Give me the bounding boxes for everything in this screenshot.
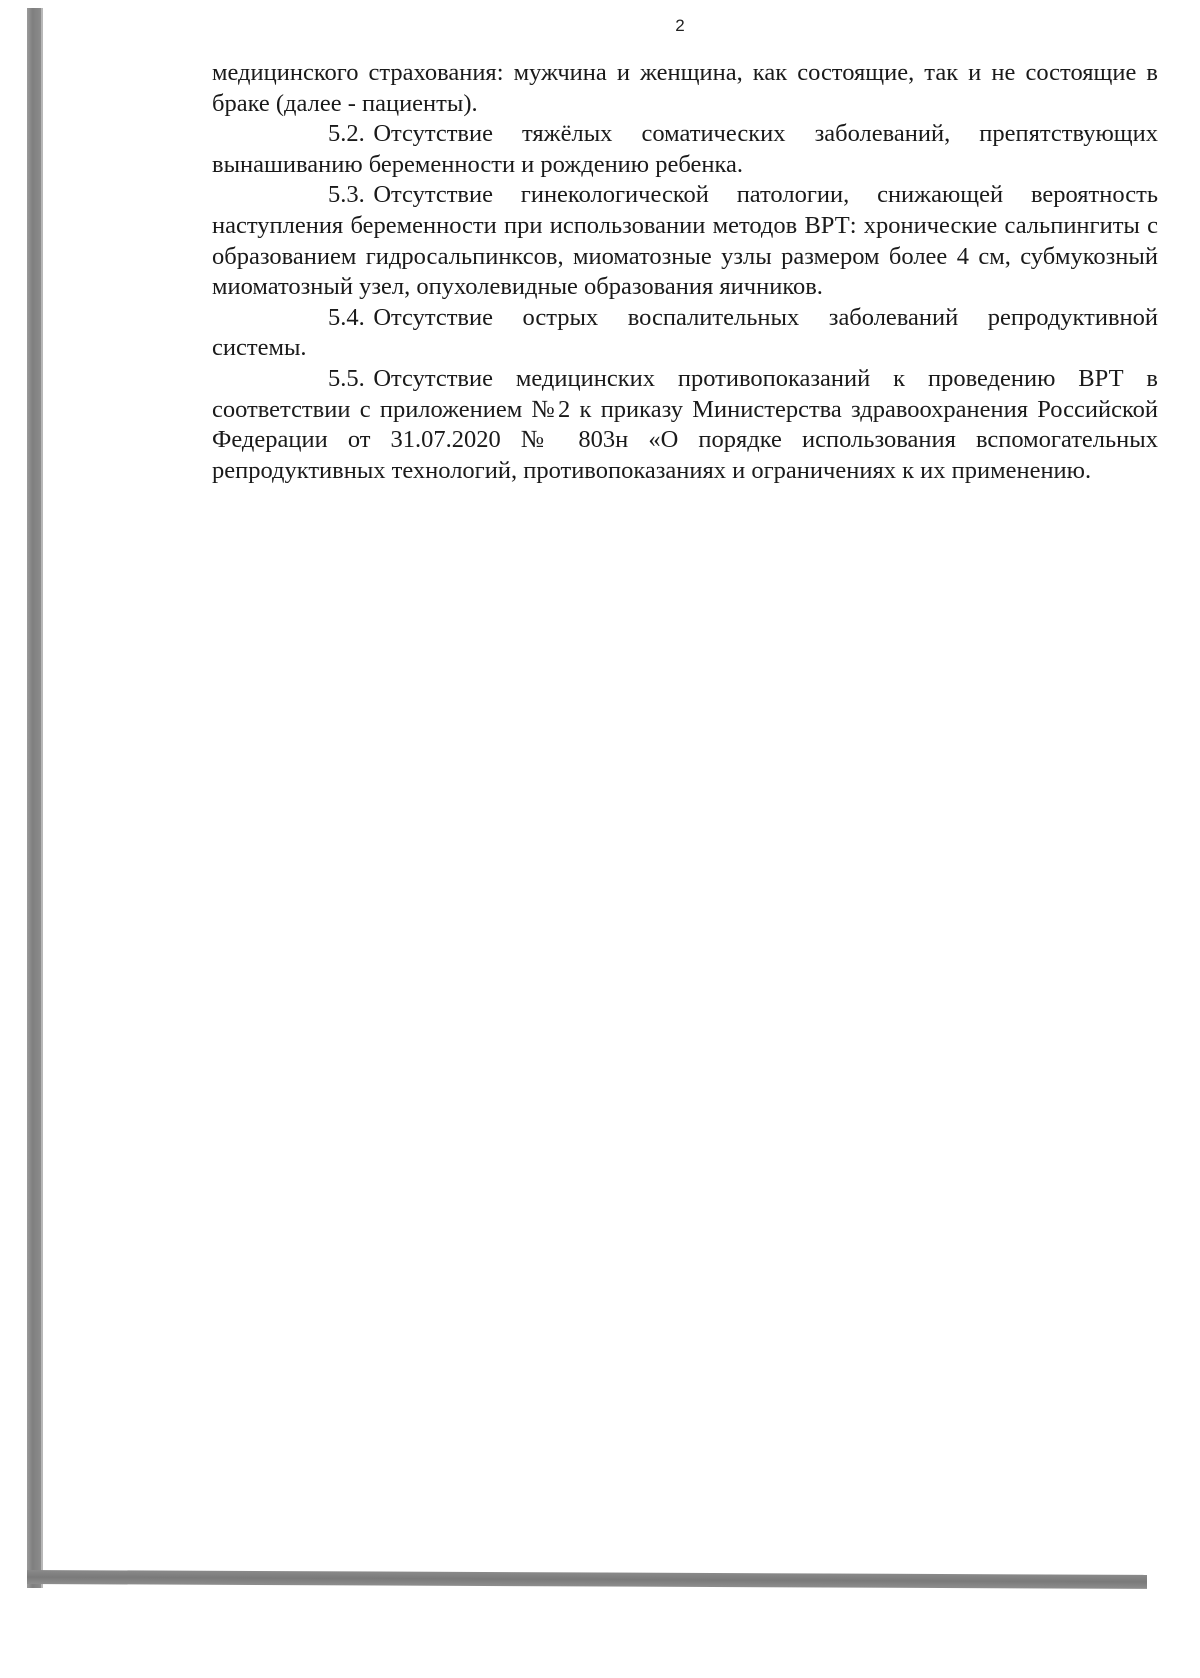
paragraph-5-4 — [212, 303, 1158, 364]
page-number: 2 — [675, 16, 685, 35]
scan-border-bottom — [27, 1570, 1147, 1589]
item-text: Отсутствие острых воспалительных заболеваний репродуктивной системы. — [212, 303, 1158, 362]
paragraph-continuation: медицинского страхования: мужчина и женщина, как состоящие, так и не состоящие в браке (далее - пациенты). — [212, 59, 1158, 117]
scan-border-left — [27, 8, 41, 1588]
paragraph-5-2 — [212, 119, 1158, 180]
scan-border-left-inner — [41, 8, 43, 1588]
item-text: Отсутствие медицинских противопоказаний к проведению ВРТ в соответствии с приложением №2 к приказу Министерства здравоохранения Российской Федерации от 31.07.2020 № 803н «О порядке использования вспомогательных репродуктивных технологий, противопоказаниях и ограничениях к их применению. — [212, 364, 1158, 484]
item-number: 5.5. — [328, 364, 365, 392]
item-text: Отсутствие гинекологической патологии, снижающей вероятность наступления беременности при использовании методов ВРТ: хронические сальпингиты с образованием гидросальпинксов, миоматозные узлы размером более 4 см, субмукозный миоматозный узел, опухолевидные образования яичников. — [212, 181, 1158, 301]
item-number: 5.4. — [328, 303, 365, 331]
item-text: Отсутствие тяжёлых соматических заболеваний, препятствующих вынашиванию беременности и рождению ребенка. — [212, 120, 1158, 178]
paragraph-5-5 — [212, 364, 1158, 486]
paragraph-5-3 — [212, 180, 1158, 302]
item-number: 5.3. — [328, 181, 365, 209]
document-body — [212, 58, 1158, 486]
item-number: 5.2. — [328, 120, 365, 148]
